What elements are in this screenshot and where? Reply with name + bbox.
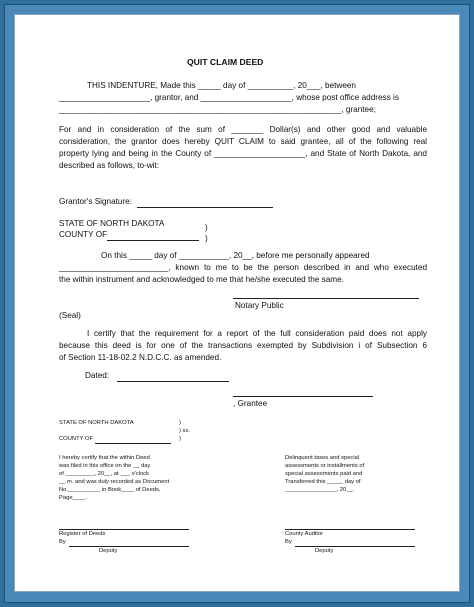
ack-state: STATE OF NORTH DAKOTA [59,219,165,228]
grantee-line[interactable] [233,396,373,397]
register-deputy-label: Deputy [99,548,118,554]
consideration-line-2: consideration, the grantor does hereby QUIT CLAIM to said grantee, all of the following real [59,137,427,146]
grantee-label: , Grantee [233,399,268,408]
rec-left-line-6: Page____. [59,495,88,501]
rec-left-line-4: __ m. and was duly recorded as Document [59,479,170,485]
rec-right-line-5: ________________, 20__. [285,487,355,493]
auditor-label: County Auditor [285,531,324,537]
auditor-deputy-label: Deputy [315,548,334,554]
auditor-signature-line[interactable] [285,529,415,530]
register-signature-line[interactable] [59,529,189,530]
ack-county-line[interactable] [107,240,199,241]
register-label: Register of Deeds [59,531,106,537]
rec-ss: ) ss. [179,428,190,434]
rec-right-line-1: Delinquent taxes and special [285,455,360,461]
rec-bracket-1: ) [179,420,181,426]
auditor-by-label: By [285,539,292,545]
document-title: QUIT CLAIM DEED [187,57,264,67]
ack-county: COUNTY OF [59,230,108,239]
rec-county: COUNTY OF [59,436,94,442]
certify-line-1: I certify that the requirement for a report of the full consideration paid does not apply [87,329,427,338]
auditor-by-line[interactable] [295,546,415,547]
rec-bracket-3: ) [179,436,181,442]
ack-line-3: the within instrument and acknowledged to me that he/she executed the same. [59,275,344,284]
notary-label: Notary Public [235,301,284,310]
consideration-line-3: property lying and being in the County of ____________________, and State of North Dakota, and [59,149,427,158]
consideration-line-1: For and in consideration of the sum of _______ Dollar(s) and other good and valuable [59,125,427,134]
seal-label: (Seal) [59,311,81,320]
dated-label: Dated: [85,371,110,380]
document-page [14,14,460,592]
grantor-signature-label: Grantor's Signature: [59,197,133,206]
consideration-line-4: described as follows, to-wit: [59,161,160,170]
rec-left-line-3: of _________, 20__, at ___ o'clock [59,471,150,477]
rec-right-line-4: Transferred this _____ day of [285,479,361,485]
rec-left-line-2: was filed in this office on the __ day [59,463,151,469]
notary-signature-line[interactable] [233,298,419,299]
indenture-line-2: ____________________, grantor, and ____________________, whose post office address is [59,93,399,102]
ack-line-2: ________________________, known to me to be the person described in and who executed [59,263,427,272]
rec-left-line-5: No.__________ in Book____ of Deeds, [59,487,161,493]
register-by-line[interactable] [69,546,189,547]
certify-line-3: of Section 11-18-02.2 N.D.C.C. as amended. [59,353,222,362]
indenture-line-1: THIS INDENTURE, Made this _____ day of __________, 20___, between [87,81,356,90]
indenture-line-3: ______________________________________________________________, grantee; [59,105,376,114]
ack-line-1: On this _____ day of ___________, 20__, before me personally appeared [101,251,370,260]
ack-bracket-2: ) [205,234,208,243]
ack-bracket-1: ) [205,223,208,232]
rec-state: STATE OF NORTH DAKOTA [59,420,134,426]
rec-county-line[interactable] [95,443,171,444]
rec-right-line-2: assessments or installments of [285,463,365,469]
dated-line[interactable] [117,381,229,382]
grantor-signature-line[interactable] [137,207,273,208]
register-by-label: By [59,539,66,545]
rec-left-line-1: I hereby certify that the within Deed [59,455,150,461]
rec-right-line-3: special assessments paid and [285,471,363,477]
certify-line-2: because this deed is for one of the transactions exempted by Subdivision i of Subsection 6 [59,341,427,350]
